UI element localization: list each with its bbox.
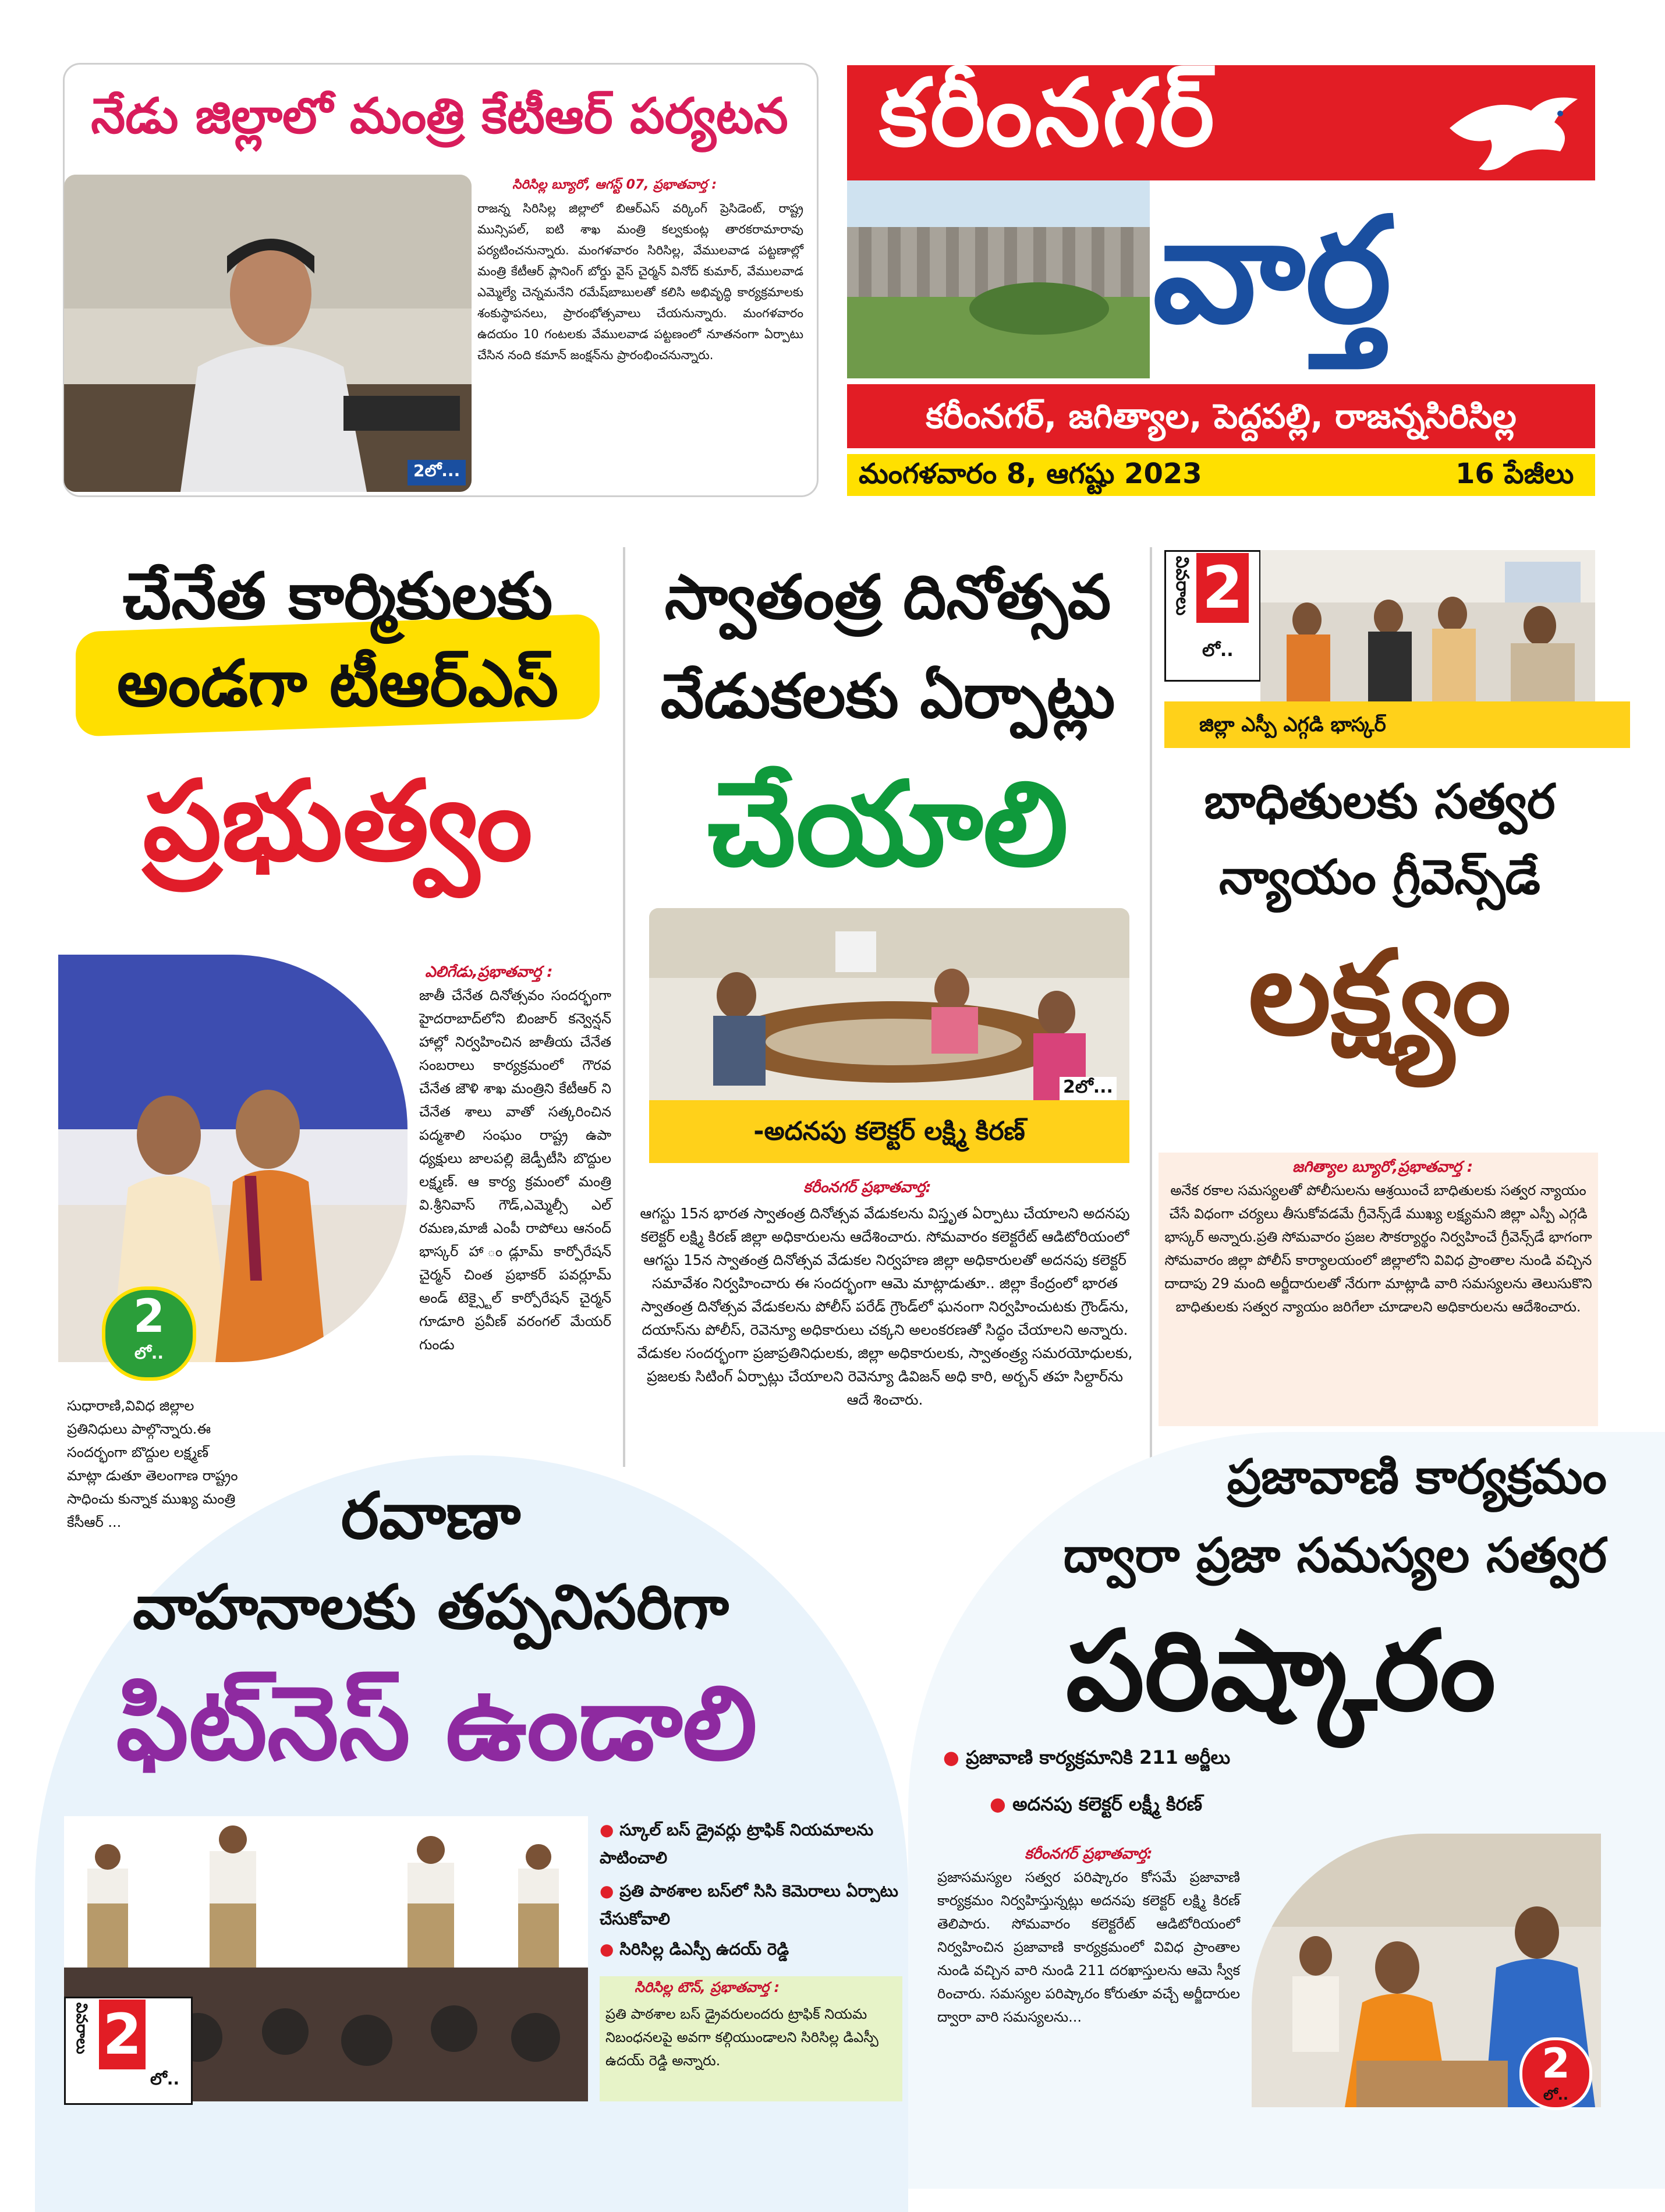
independence-line1: స్వాతంత్ర దినోత్సవ [664,562,1111,633]
dove-icon [1444,87,1583,180]
fitness-bullet1: ● స్కూల్ బస్ డ్రైవర్లు ట్రాఫిక్ నియమాలను పాటించాలి [600,1816,926,1872]
fitness-line3: ఫిట్‌నెస్ ఉండాలి [116,1665,757,1783]
fitness-bullet2: ● ప్రతి పాఠశాల బస్‌లో సిసి కెమెరాలు ఏర్పాటు చేసుకోవాలి [600,1877,926,1933]
handloom-body2: సుధారాణి,వివిధ జిల్లాల ప్రతినిధులు పాల్గొన్నారు.ఈ సందర్భంగా బొద్దుల లక్ష్మణ్ మాట్లా డుతూ తెలంగాణ రాష్ట్రం సాధించు కున్నాక ముఖ్య మంత్రి కేసీఆర్ ... [67,1398,238,1530]
top-teaser-more: 2లో... [408,460,466,485]
fitness-body: ప్రతి పాఠశాల బస్ డ్రైవరులందరు ట్రాఫిక్ నియమ నిబంధనలపై అవగా కల్గియుండాలని సిరిసిల్ల డిఎస్పీ ఉదయ్ రెడ్డి అన్నారు. [605,2006,878,2069]
masthead-pages: 16 పేజీలు [1455,458,1574,490]
prajavani-line1: ప్రజావాణి కార్యక్రమం [1227,1449,1607,1505]
prajavani-badge-text: లో.. [1543,2087,1568,2103]
ktr-photo [64,175,472,492]
grievance-body: అనేక రకాల సమస్యలతో పోలీసులను ఆశ్రయించే బాధితులకు సత్వర న్యాయం చేసే విధంగా చర్యలు తీసుకోవడమే గ్రీవెన్స్‌డే ముఖ్య లక్ష్యమని జిల్లా ఎస్పీ ఎగ్గడి భాస్కర్ అన్నారు.ప్రతి సోమవారం ప్రజల సౌకర్యార్థం నిర్వహించే గ్రీవెన్స్‌డే భాగంగా సోమవారం జిల్లా పోలీస్ కార్యాలయంలో జిల్లాలోని వివిధ ప్రాంతాల నుండి వచ్చిన దాదాపు 29 మంది అర్జీదారులతో నేరుగా మాట్లాడి వారి సమస్యలను తెలుసుకొని బాధితులకు సత్వర న్యాయం జరిగేలా చూడాలని అధికారులను ఆదేశించారు. [1164,1182,1592,1315]
grievance-badge-num: 2 [1196,553,1249,623]
masthead-main-word: వార్త [1153,186,1392,355]
fitness-line2: వాహనాలకు తప్పనిసరిగా [133,1572,729,1643]
prajavani-badge-num: 2 [1542,2040,1570,2087]
dam-photo [847,180,1150,378]
grievance-vert-label: వివరాలు [1172,556,1192,616]
top-teaser-byline: సిరిసిల్ల బ్యూరో, ఆగస్ట్ 07, ప్రభాతవార్త : [512,178,717,192]
grievance-line3: లక్ష్యం [1248,926,1511,1061]
prajavani-bullet2: ● అదనపు కలెక్టర్ లక్ష్మీ కిరణ్ [990,1793,1202,1820]
grievance-line1: బాధితులకు సత్వర [1204,774,1556,830]
independence-line3: చేయాలి [707,757,1068,892]
independence-more: 2లో... [1060,1077,1117,1101]
grievance-badge-text: లో.. [1202,640,1234,661]
fitness-line1: రవాణా [341,1479,521,1553]
independence-byline: కరీంనగర్ ప్రభాతవార్త: [803,1179,931,1196]
top-teaser-headline: నేడు జిల్లాలో మంత్రి కేటీఆర్ పర్యటన [91,87,788,144]
handloom-badge [102,1286,196,1381]
masthead-districts: కరీంనగర్, జగిత్యాల, పెద్దపల్లి, రాజన్నసిరిసిల్ల [847,384,1595,448]
masthead-top-word: కరీంనగర్ [879,58,1217,167]
independence-caption: -అదనపు కలెక్టర్ లక్ష్మి కిరణ్ [649,1100,1129,1163]
top-teaser-body: రాజన్న సిరిసిల్ల జిల్లాలో బిఆర్ఎస్ వర్కింగ్ ప్రెసిడెంట్, రాష్ట్ర మున్సిపల్, ఐటి శాఖ మంత్రి కల్వకుంట్ల తారకరామారావు పర్యటించనున్నారు. మంగళవారం సిరిసిల్ల, వేములవాడ పట్టణాల్లో మంత్రి కేటీఆర్ ప్లానింగ్ బోర్డు వైస్ చైర్మన్ వినోద్ కుమార్, వేములవాడ ఎమ్మెల్యే చెన్నమనేని రమేష్‌బాబులతో కలిసి అభివృద్ధి కార్యక్రమాలకు శంకుస్థాపనలు, ప్రారంభోత్సవాలు చేయనున్నారు. మంగళవారం ఉదయం 10 గంటలకు వేములవాడ పట్టణంలో నూతనంగా ఏర్పాటు చేసిన నంది కమాన్ జంక్షన్‌ను ప్రారంభించనున్నారు. [477,201,803,362]
fitness-vert-label: వివరాలు [73,2002,90,2054]
handloom-body1: జాతీ చేనేత దినోత్సవం సందర్భంగా హైదరాబాద్‌లోని బింజార్ కన్వెన్షన్ హాల్లో నిర్వహించిన జాతీయ చేనేత సంబరాలు కార్యక్రమంలో గౌరవ చేనేత జౌళి శాఖ మంత్రిని కేటీఆర్ ని చేనేత శాలు వాతో సత్కరించిన పద్మశాలి సంఘం రాష్ట్ర ఉపా ధ్యక్షులు జాలపల్లి జెడ్పీటీసి బొద్దుల లక్ష్మణ్. ఆ కార్య క్రమంలో మంత్రి వి.శ్రీనివాస్ గౌడ్,ఎమ్మెల్సీ ఎల్ రమణ,మాజీ ఎంపీ రాపోలు ఆనంద్ భాస్కర్ హా ండ్లూమ్ కార్పోరేషన్ చైర్మన్ చింత ప్రభాకర్ పవర్లూమ్ అండ్ టెక్స్టైల్ కార్పోరేషన్ చైర్మన్ గూడూరి ప్రవీణ్ వరంగల్ మేయర్ గుండు [419,987,611,1353]
prajavani-bullet1: ● ప్రజావాణి కార్యక్రమానికి 211 అర్జీలు [943,1746,1230,1773]
prajavani-byline: కరీంనగర్ ప్రభాతవార్త: [1025,1845,1153,1863]
handloom-badge-num: 2 [133,1291,165,1343]
handloom-line1: చేనేత కార్మికులకు [122,559,553,633]
handloom-line2: అండగా టీఆర్ఎస్ [116,646,559,721]
fitness-bullet3: ● సిరిసిల్ల డిఎస్పీ ఉదయ్ రెడ్డి [600,1936,926,1963]
meeting-photo [649,908,1129,1100]
masthead-date: మంగళవారం 8, ఆగష్టు 2023 [859,458,1202,490]
grievance-line2: న్యాయం గ్రీవెన్స్‌డే [1219,850,1540,905]
prajavani-line3: పరిష్కారం [1065,1607,1496,1735]
prajavani-line2: ద్వారా ప్రజా సమస్యల సత్వర [1063,1528,1607,1583]
divider-right [1150,547,1152,1467]
grievance-photo-caption: జిల్లా ఎస్పీ ఎగ్గడి భాస్కర్ [1164,701,1630,748]
handloom-badge-text: లో.. [134,1343,164,1363]
fitness-badge-num: 2 [99,2000,146,2069]
independence-body: ఆగస్టు 15న భారత స్వాతంత్ర దినోత్సవ వేడుకలను విస్తృత ఏర్పాటు చేయాలని అదనపు కలెక్టర్ లక్ష్మి కిరణ్ జిల్లా అధికారులను ఆదేశించారు. సోమవారం కలెక్టరేట్ ఆడిటోరియంలో ఆగస్టు 15న స్వాతంత్ర దినోత్సవ వేడుకల నిర్వహణ జిల్లా అధికారులతో అదనపు కలెక్టర్ సమావేశం నిర్వహించారు ఈ సందర్భంగా ఆమె మాట్లాడుతూ.. జిల్లా కేంద్రంలో భారత స్వాతంత్ర దినోత్సవ వేడుకలను పోలీస్ పరేడ్ గ్రౌండ్‌లో ఘనంగా నిర్వహించుటకు గ్రౌండ్‌ను, దయాస్‌ను పోలీస్, రెవెన్యూ అధికారులు చక్కని అలంకరణతో సిద్ధం చేయాలని అన్నారు. వేడుకల సందర్భంగా ప్రజాప్రతినిధులకు, జిల్లా అధికారులకు, స్వాతంత్ర్య సమరయోధులకు, ప్రజలకు సిటింగ్ ఏర్పాట్లు చేయాలని రెవెన్యూ డివిజన్ అధి కారి, అర్బన్ తహ సిల్దార్‌ను ఆదే శించారు. [637,1205,1133,1408]
divider-left [623,547,625,1467]
grievance-byline: జగిత్యాల బ్యూరో,ప్రభాతవార్త : [1292,1158,1473,1176]
fitness-byline: సిరిసిల్ల టౌన్, ప్రభాతవార్త : [635,1979,780,1995]
independence-line2: వేడుకలకు ఏర్పాట్లు [660,661,1115,732]
prajavani-body: ప్రజాసమస్యల సత్వర పరిష్కారం కోసమే ప్రజావాణి కార్యక్రమం నిర్వహిస్తున్నట్లు అదనపు కలెక్టర్ లక్ష్మి కిరణ్ తెలిపారు. సోమవారం కలెక్టరేట్ ఆడిటోరియంలో నిర్వహించిన ప్రజావాణి కార్యక్రమంలో వివిధ ప్రాంతాల నుండి వచ్చిన వారి నుండి 211 దరఖాస్తులను ఆమె స్వీక రించారు. సమస్యల పరిష్కారం కోరుతూ వచ్చే అర్జీదారుల ద్వారా వారి సమస్యలను... [937,1869,1240,2025]
handloom-byline: ఎలిగేడు,ప్రభాతవార్త : [425,963,553,981]
prajavani-badge [1519,2037,1592,2110]
sp-photo [1260,550,1595,701]
fitness-badge-text: లో.. [150,2069,180,2089]
handloom-line3: ప్రభుత్వం [143,757,533,885]
